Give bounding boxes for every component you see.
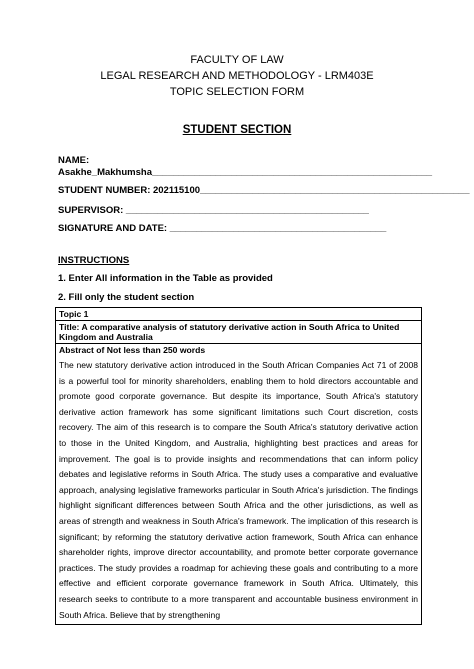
course-line: LEGAL RESEARCH AND METHODOLOGY - LRM403E [100, 70, 374, 82]
name-label: NAME: [58, 155, 90, 166]
instructions-title: INSTRUCTIONS [58, 255, 130, 266]
abstract-row [56, 344, 422, 625]
topic-title: Title: A comparative analysis of statutory derivative action in South Africa to United Kingdom and Australia [56, 321, 422, 344]
student-number-field: STUDENT NUMBER: 202115100___________________________________________________ [58, 185, 470, 196]
supervisor-field: SUPERVISOR: ______________________________________________ [58, 205, 369, 216]
name-field: Asakhe_Makhumsha_____________________________________________________ [58, 167, 433, 178]
form-header [0, 52, 474, 100]
instruction-item-2: 2. Fill only the student section [58, 292, 195, 303]
abstract-cell [56, 344, 422, 625]
abstract-heading: Abstract of Not less than 250 words [59, 345, 206, 355]
topic-row [56, 308, 422, 321]
topic-label: Topic 1 [56, 308, 422, 321]
abstract-text: The new statutory derivative action introduced in the South African Companies Act 71 of 2008 is a powerful tool for minority shareholders, enabling them to hold directors accountable and promote good corporate governance. But despite its importance, South Africa's statutory derivative action framework has some significant limitations such Court discretion, costs recovery. The aim of this research is to compare the South Africa's statutory derivative action to those in the United Kingdom, and Australia, highlighting best practices and areas for improvement. The goal is to provide insights and recommendations that can inform policy debates and legislative reforms in South Africa. The study uses a comparative and evaluative approach, analysing legislative frameworks particular in South Africa's jurisdiction. The findings highlight significant differences between South Africa and the other jurisdictions, as well as areas of strength and weakness in South Africa's framework. The implication of this research is significant; by reforming the statutory derivative action framework, South Africa can enhance shareholder rights, improve director accountability, and promote better corporate governance practices. The study provides a roadmap for achieving these goals and contributing to a more effective and efficient corporate governance framework in South Africa. Ultimately, this research seeks to contribute to a more transparent and accountable business environment in South Africa. Believe that by strengthening [59, 360, 418, 620]
title-row [56, 321, 422, 344]
form-title: TOPIC SELECTION FORM [169, 86, 305, 98]
section-title: STUDENT SECTION [182, 124, 292, 136]
faculty-line: FACULTY OF LAW [190, 54, 284, 66]
signature-field: SIGNATURE AND DATE: _________________________________________ [58, 223, 387, 234]
topic-table [55, 307, 422, 625]
instruction-item-1: 1. Enter All information in the Table as provided [58, 273, 273, 284]
